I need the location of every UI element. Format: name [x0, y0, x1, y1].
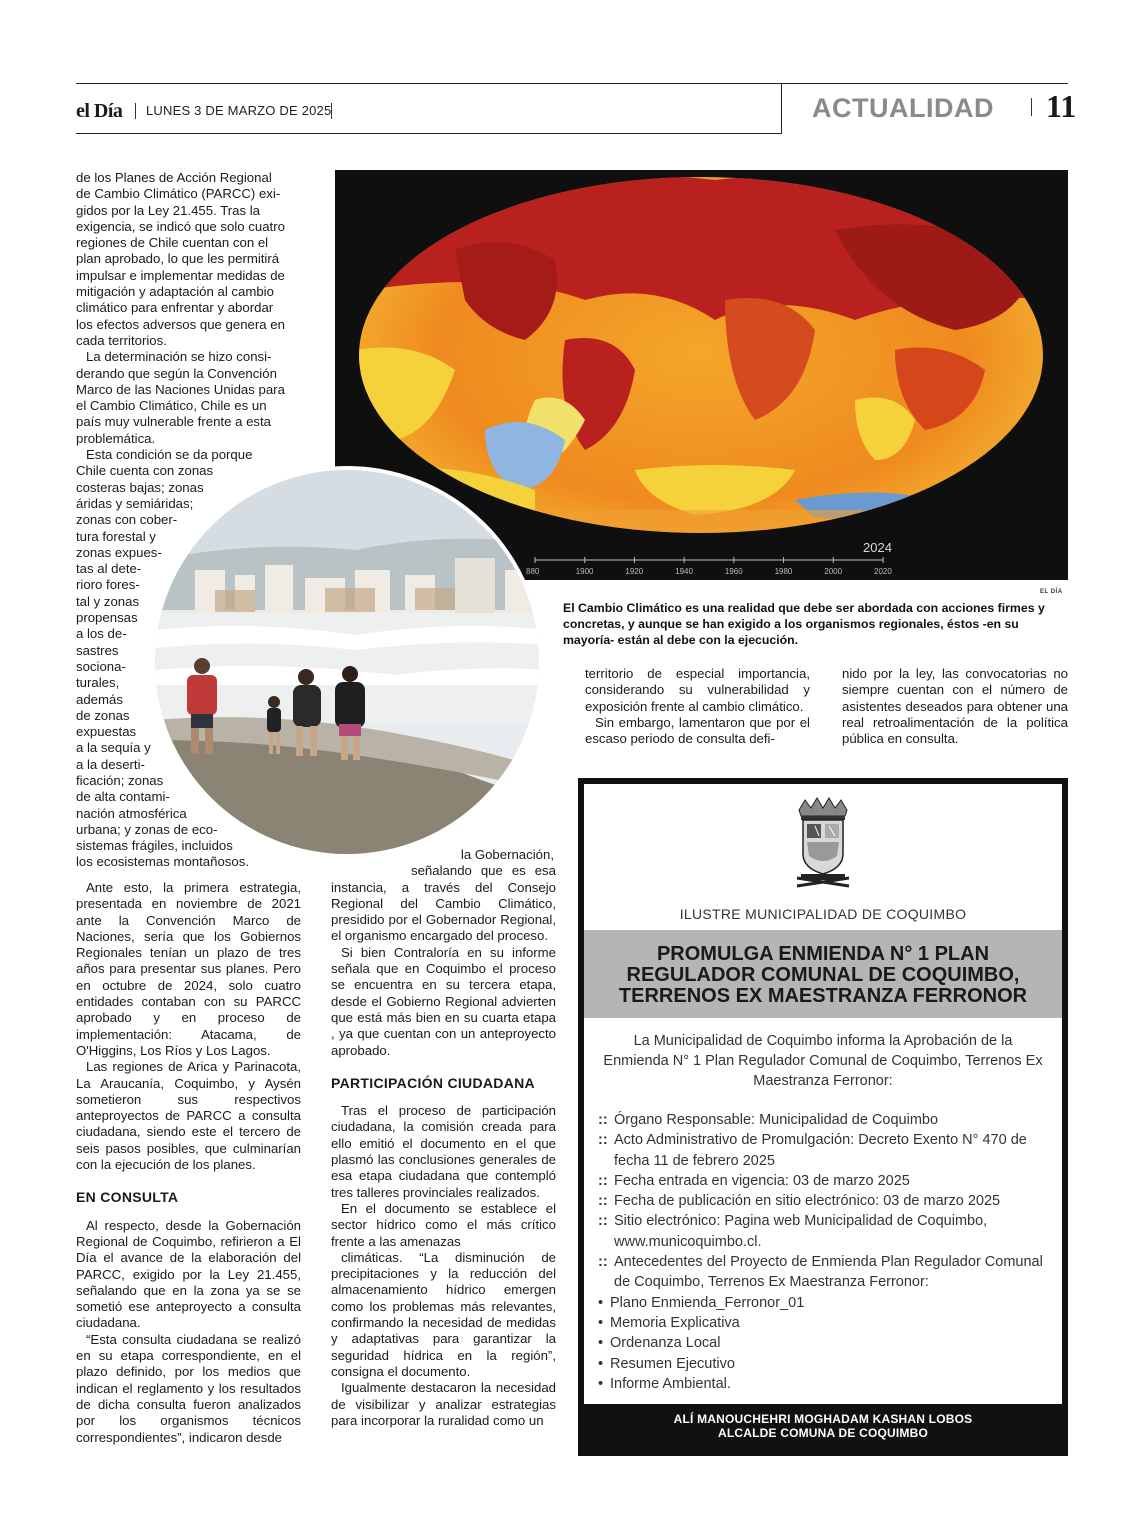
column-1-line: turales,: [76, 675, 120, 691]
ad-subitem-text: Ordenanza Local: [610, 1335, 721, 1352]
ad-subitem-text: Resumen Ejecutivo: [610, 1355, 735, 1372]
ad-item: [598, 1110, 1048, 1130]
map-year-label: 2024: [863, 540, 892, 555]
paragraph-climaticas: climáticas. “La disminución de precipitaciones y la reducción del almacenamiento hídrico emergen como los problemas más relevantes, confirmando la necesidad de medidas y adaptativas para garantizar la seguridad hídrica en la región”, consigna el documento.: [331, 1249, 556, 1379]
column-1-line: Esta condición se da porque: [86, 447, 253, 463]
column-1-line: mitigación y adaptación al cambio: [76, 284, 274, 300]
double-colon-icon: ::: [598, 1112, 608, 1128]
column-1-line: de Cambio Climático (PARCC) exi-: [76, 186, 281, 202]
column-1-line: cada territorios.: [76, 332, 167, 348]
article-column-2: [331, 847, 556, 1429]
column-1-line: de zonas: [76, 707, 130, 723]
paragraph-nido: nido por la ley, las convocatorias no siempre cuentan con el número de asistentes deseados para obtener una real retroalimentación de la política pública en consulta.: [842, 666, 1068, 747]
paragraph-esta-consulta: “Esta consulta ciudadana se realizó en su etapa correspondiente, en el plazo definido, por los medios que indican el reglamento y los resultados de dicha consulta fueron analizados por los organismos técnicos correspondientes”, indicaron desde: [76, 1331, 301, 1445]
column-1-line: de los Planes de Acción Regional: [76, 170, 272, 185]
bullet-icon: •: [598, 1314, 604, 1331]
article-column-3: [585, 666, 810, 747]
map-scale-label: 880: [526, 567, 540, 576]
ad-item-text: Fecha de publicación en sitio electrónico: 03 de marzo 2025: [614, 1193, 1001, 1210]
column-1-line: exigencia, se indicó que solo cuatro: [76, 218, 285, 234]
ad-municipality: ILUSTRE MUNICIPALIDAD DE COQUIMBO: [679, 906, 967, 922]
column-1-line: los efectos adversos que genera en: [76, 316, 285, 332]
double-colon-icon: ::: [598, 1132, 608, 1149]
column-1-line: a la deserti-: [76, 756, 145, 772]
paragraph-regiones: Las regiones de Arica y Parinacota, La Araucanía, Coquimbo, y Aysén sometieron sus respectivos anteproyectos de PARCC a consulta ciudadana, siendo este el tercero de seis pasos posibles, que culminarían con la ejecución de los planes.: [76, 1059, 301, 1173]
column-1-line: La determinación se hizo consi-: [86, 349, 272, 365]
column-2-first-line: la Gobernación,: [460, 847, 554, 862]
column-1-line: Marco de las Naciones Unidas para: [76, 381, 285, 397]
ad-item-text: Antecedentes del Proyecto de Enmienda Plan Regulador Comunal de Coquimbo, Terrenos Ex Maestranza Ferronor:: [614, 1254, 1043, 1291]
issue-date: LUNES 3 DE MARZO DE 2025: [146, 103, 332, 118]
page-number: 11: [1046, 88, 1077, 124]
article-column-4: [842, 666, 1068, 747]
column-1-line: derando que según la Convención: [76, 365, 277, 381]
article-column-1-bottom: [76, 880, 301, 1446]
ad-item-text: Fecha entrada en vigencia: 03 de marzo 2025: [614, 1172, 910, 1189]
ad-subitem-text: Plano Enmienda_Ferronor_01: [610, 1294, 805, 1311]
paragraph-documento: En el documento se establece el sector hídrico como el más crítico frente a las amenazas: [331, 1200, 556, 1249]
newspaper-logo: el Día: [76, 100, 123, 122]
column-1-line: tal y zonas: [76, 593, 140, 609]
column-1-line: tura forestal y: [76, 528, 156, 544]
paragraph-ante: Ante esto, la primera estrategia, presentada en noviembre de 2021 ante la Convención Marco de Naciones, sería que los Gobiernos Regionales tenían un plazo de tres años para presentar sus planes. Pero en octubre de 2024, solo cuatro entidades contaban con su PARCC aprobado y en proceso de implementación: Atacama, de O'Higgins, Los Ríos y Los Lagos.: [76, 880, 301, 1058]
ad-subitem-text: Memoria Explicativa: [610, 1314, 740, 1331]
column-1-line: zonas con cober-: [76, 512, 178, 528]
ad-item: [598, 1171, 1048, 1191]
photo-credit: EL DÍA: [1040, 589, 1063, 595]
paragraph-sin-embargo: Sin embargo, lamentaron que por el escaso periodo de consulta defi-: [585, 714, 810, 747]
column-1-line: los ecosistemas montañosos.: [76, 854, 249, 870]
column-1-line: regiones de Chile cuentan con el: [76, 235, 269, 251]
bullet-icon: •: [598, 1375, 604, 1392]
column-1-line: zonas expues-: [76, 544, 162, 560]
map-scale-label: 1900: [575, 567, 594, 576]
subhead-participacion: PARTICIPACIÓN CIUDADANA: [331, 1074, 535, 1091]
ad-item: [598, 1211, 1048, 1252]
column-1-line: costeras bajas; zonas: [76, 479, 204, 495]
header-divider: [781, 84, 782, 134]
ad-subitem: [598, 1374, 1048, 1394]
map-scale-label: 1960: [724, 567, 743, 576]
header-pipe: [331, 103, 332, 119]
ad-intro: La Municipalidad de Coquimbo informa la Aprobación de la Enmienda N° 1 Plan Regulador Comunal de Coquimbo, Terrenos Ex Maestranza Ferronor:: [603, 1033, 1043, 1089]
column-1-line: país muy vulnerable frente a esta: [76, 414, 271, 430]
ad-subitem: [598, 1293, 1048, 1313]
column-1-line: sistemas frágiles, incluidos: [76, 838, 233, 854]
section-name: ACTUALIDAD: [812, 93, 994, 123]
column-1-line: plan aprobado, lo que les permitirá: [76, 251, 280, 267]
column-1-line: áridas y semiáridas;: [76, 495, 194, 511]
map-scale-label: 1940: [675, 567, 693, 576]
bullet-icon: •: [598, 1355, 604, 1372]
ad-subitem: [598, 1313, 1048, 1333]
header-rule-bottom: [76, 133, 782, 134]
bullet-icon: •: [598, 1294, 604, 1311]
ad-subitem: [598, 1354, 1048, 1374]
column-1-line: ficación; zonas: [76, 772, 164, 788]
column-1-line: sociona-: [76, 658, 126, 674]
signatory-name: ALÍ MANOUCHEHRI MOGHADAM KASHAN LOBOS: [673, 1412, 973, 1426]
signatory-title: ALCALDE COMUNA DE COQUIMBO: [717, 1426, 929, 1440]
coat-of-arms-icon: [793, 796, 853, 892]
column-1-line: climático para enfrentar y abordar: [76, 300, 274, 316]
beach-photo: [151, 466, 543, 858]
map-caption: El Cambio Climático es una realidad que debe ser abordada con acciones firmes y concretas, y aunque se han exigido a los organismos regionales, éstos -en su mayoría- están al debe con la ejecución.: [563, 601, 1045, 647]
column-1-line: tas al dete-: [76, 561, 142, 577]
column-1-line: a la sequía y: [76, 740, 151, 756]
column-1-line: de alta contami-: [76, 789, 170, 805]
paragraph-si-bien: Si bien Contraloría en su informe señala que en Coquimbo el proceso se encuentra en su tercera etapa, desde el Gobierno Regional advierten que está más bien en su cuarta etapa , ya que cuentan con un anteproyecto aprobado.: [331, 944, 556, 1058]
column-1-line: urbana; y zonas de eco-: [76, 821, 218, 837]
ad-item-text: Sitio electrónico: Pagina web Municipalidad de Coquimbo, www.municoquimbo.cl.: [614, 1213, 988, 1250]
ad-item: [598, 1252, 1048, 1293]
ad-details-list: [598, 1110, 1048, 1394]
ad-subitem-text: Informe Ambiental.: [610, 1375, 731, 1392]
ad-item: [598, 1130, 1048, 1171]
column-1-line: impulsar e implementar medidas de: [76, 267, 285, 283]
column-1-line: expuestas: [76, 724, 137, 740]
ad-title-line: PROMULGA ENMIENDA N° 1 PLAN: [656, 943, 990, 965]
paragraph-territorio: territorio de especial importancia, considerando su vulnerabilidad y exposición frente al cambio climático.: [585, 666, 810, 714]
ad-subitem: [598, 1333, 1048, 1353]
column-1-line: además: [76, 691, 123, 707]
column-1-line: Chile cuenta con zonas: [76, 463, 214, 479]
double-colon-icon: ::: [598, 1172, 608, 1189]
header-pipe: [135, 103, 136, 119]
map-scale-label: 2000: [824, 567, 843, 576]
column-1-line: sastres: [76, 642, 119, 658]
double-colon-icon: ::: [598, 1254, 608, 1271]
column-1-line: propensas: [76, 610, 138, 626]
paragraph-tras: Tras el proceso de participación ciudadana, la comisión creada para ello emitió el documento en el que plasmó las conclusiones generales de esa etapa ciudadana que contempló tres talleres provinciales realizados.: [331, 1103, 556, 1200]
ad-title-line: REGULADOR COMUNAL DE COQUIMBO,: [626, 964, 1020, 986]
map-scale-label: 1980: [774, 567, 793, 576]
bullet-icon: •: [598, 1335, 604, 1352]
ad-item-text: Acto Administrativo de Promulgación: Decreto Exento N° 470 de fecha 11 de febrero 2025: [614, 1132, 1027, 1169]
paragraph-igualmente: Igualmente destacaron la necesidad de visibilizar y analizar estrategias para incorporar la ruralidad como un: [331, 1380, 556, 1428]
paragraph-respecto: Al respecto, desde la Gobernación Regional de Coquimbo, refirieron a El Día el avance de la elaboración del PARCC, exigido por la Ley 21.455, señalando que en la zona ya se se sometió ese anteproyecto a consulta ciudadana.: [76, 1217, 301, 1331]
paragraph-senalando: señalando que es esa instancia, a través del Consejo Regional del Cambio Climático, presidido por el Gobernador Regional, el organismo encargado del proceso.: [331, 863, 556, 944]
ad-signature: [584, 1412, 1062, 1440]
ad-item: [598, 1191, 1048, 1211]
column-1-line: problemática.: [76, 430, 156, 446]
map-scale-label: 1920: [625, 567, 644, 576]
ad-item-text: Órgano Responsable: Municipalidad de Coquimbo: [614, 1112, 939, 1128]
column-1-line: gidos por la Ley 21.455. Tras la: [76, 202, 261, 218]
column-1-line: a los de-: [76, 626, 127, 642]
double-colon-icon: ::: [598, 1213, 608, 1230]
header-rule-top: [76, 83, 1068, 84]
column-1-line: nación atmosférica: [76, 805, 187, 821]
column-1-line: rioro fores-: [76, 577, 140, 593]
ad-title: [584, 944, 1062, 1007]
map-scale-label: 2020: [874, 567, 892, 576]
double-colon-icon: ::: [598, 1193, 608, 1210]
ad-title-line: TERRENOS EX MAESTRANZA FERRONOR: [618, 985, 1028, 1007]
subhead-en-consulta: EN CONSULTA: [76, 1189, 179, 1206]
column-1-line: el Cambio Climático, Chile es un: [76, 398, 267, 414]
header-pipe: [1031, 98, 1032, 116]
